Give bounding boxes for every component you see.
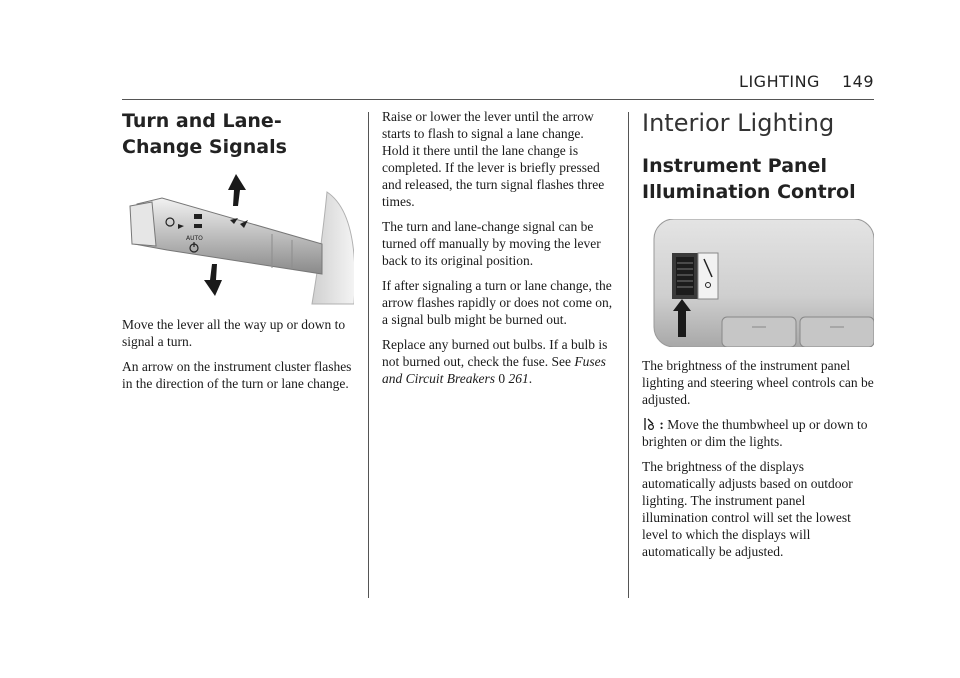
panel-button-right	[800, 317, 874, 347]
illumination-control-illustration	[642, 219, 874, 347]
turn-signal-lever-figure	[122, 174, 354, 306]
col3-paragraph-1: The brightness of the instrument panel lighting and steering wheel controls can be adjusted.	[642, 358, 874, 407]
fuses-cross-reference-link[interactable]: Fuses and Circuit Breakers	[382, 354, 606, 386]
header-rule	[122, 99, 874, 100]
col2-paragraph-4: Replace any burned out bulbs. If a bulb is not burned out, check the fuse. See Fuses and Circuit Breakers 0 261.	[382, 337, 608, 386]
arrow-up-icon	[228, 174, 246, 206]
column-divider-1	[368, 112, 369, 598]
col2-paragraph-3: If after signaling a turn or lane change, the arrow flashes rapidly or does not come on, a signal bulb might be burned out.	[382, 278, 613, 327]
illumination-control-figure	[642, 219, 874, 347]
col2-paragraph-2: The turn and lane-change signal can be turned off manually by moving the lever back to its original position.	[382, 219, 601, 268]
turn-signal-lever-illustration	[122, 174, 354, 306]
column-1	[122, 108, 354, 400]
column-2	[382, 108, 614, 395]
fuses-page-ref[interactable]: 261	[508, 371, 529, 386]
auto-label: AUTO	[186, 235, 203, 242]
col2-paragraph-1: Raise or lower the lever until the arrow starts to flash to signal a lane change. Hold it there until the lane change is completed. If the lever is briefly pressed and released, the turn signal flashes three times.	[382, 109, 605, 209]
thumbwheel-description: : Move the thumbwheel up or down to brighten or dim the lights.	[642, 417, 868, 449]
dimmer-icon	[642, 417, 656, 431]
panel-button-left	[722, 317, 796, 347]
running-header	[739, 72, 874, 91]
lever-tip	[130, 202, 156, 246]
column-divider-2	[628, 112, 629, 598]
column-3	[642, 108, 874, 568]
col1-paragraph-1: Move the lever all the way up or down to signal a turn.	[122, 317, 346, 349]
page-number: 149	[841, 72, 874, 91]
panel-illumination-heading: Instrument Panel Illumination Control	[642, 155, 856, 203]
col1-paragraph-2: An arrow on the instrument cluster flashes in the direction of the turn or lane change.	[122, 359, 352, 391]
page-ref-symbol: 0	[498, 371, 506, 386]
col3-paragraph-3: The brightness of the displays automatically adjusts based on outdoor lighting. The instrument panel illumination control will set the lowest level to which the displays will automatically be adjusted.	[642, 459, 853, 559]
interior-lighting-title: Interior Lighting	[642, 109, 835, 137]
section-name: LIGHTING	[739, 72, 820, 91]
arrow-down-icon	[204, 264, 222, 296]
lever-body	[134, 198, 322, 274]
turn-signal-heading: Turn and Lane-Change Signals	[122, 110, 287, 158]
